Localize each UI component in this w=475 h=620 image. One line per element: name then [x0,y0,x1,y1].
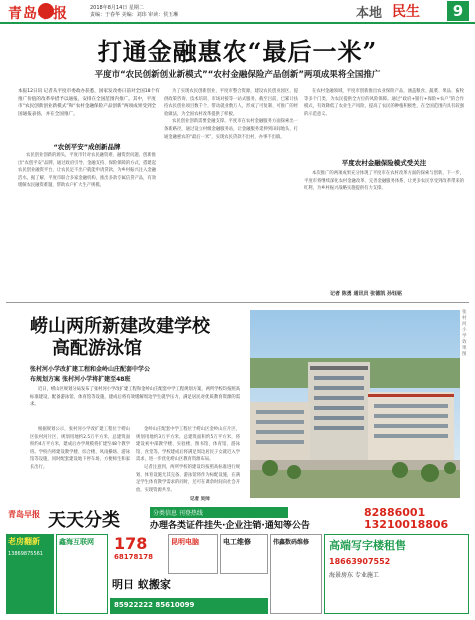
ad-weixin-repair[interactable] [270,534,322,614]
ad-certificate-line: 办理各类证件挂失·企业注销·通知等公告 [150,521,310,531]
article1-headline: 打通金融惠农“最后一米” [97,37,378,66]
ad-moving[interactable] [110,576,268,596]
article2-lead [30,386,240,422]
article1-subhead: 平度市“农民创新创业新模式”“农村金融保险产品创新”两项成果将全国推广 [94,70,381,80]
ad-office-note: 海景房东 专业施工 [329,572,379,579]
ad-178-number: 178 [114,534,148,553]
article1-col1-text: 农民创业创新的源头，平度市针对农民融资难、融资贵问题，创新推出“农创平安”品牌，通过政府引导、金融支持、保险保障的方式，搭建起农民创业融资平台，让农民足不出户就能申请贷款，为乡村振兴注入金融活水。据了解，平度市联合多家金融机构，推出多款专属信贷产品，有效缓解农民融资难题，帮助农户扩大生产规模。 [18,153,156,189]
ad-office-title: 高端写字楼租售 [329,539,406,552]
article1-section-head-1: “农创平安”成创新品牌 [53,143,121,151]
article1-col2-text: 为了实现农民创新创业，平度市整合资源，建设农民创业园区，提供政策咨询、技术培训、市场对接等一站式服务。截至目前，已累计扶持农民创业项目数千个，带动就业数万人，形成了可复制、可推广的经验做法，为全国农村改革提供了样板。 [164,89,298,117]
article2-subhead-line2: 布规划方案 张村河小学将扩建至48班 [30,376,131,383]
article-divider [6,302,469,303]
article2-headline [30,316,210,360]
issue-date: 2018年8月14日 星期二 [90,5,144,11]
article1-col3-text: 农民创业创新需要金融支撑。平度市在农村金融服务方面探索出一条新路径，通过设立村级金融服务站，让金融服务延伸到田间地头，打通金融惠农的“最后一米”，实现农民贷款不出村、办事不出镇。 [164,119,298,140]
ad-certificate-phone2: 13210018806 [364,518,449,531]
article1-section-head-2: 平度农村金融保险模式受关注 [341,159,427,167]
article2-headline-line2: 高配游泳馆 [52,338,142,359]
ad-178[interactable] [110,534,166,574]
article2-lead-text: 近日，崂山区规划分局发布了张村河小学改扩建工程和金岭山庄配套中学工程规划方案，两所学校均按照高标准建设，配备游泳馆、体育馆等设施，建成后将有效缓解周边学生就学压力，满足居民对优质教育资源的需求。 [30,387,240,408]
article2-subhead-line1: 张村河小学改扩建工程和金岭山庄配套中学公 [30,366,151,373]
ad-renovation-title: 老房翻新 [8,537,40,546]
ad-renovation[interactable] [6,534,54,614]
article1-credits: 记者 陈勇 通讯员 张德凯 孙钰铭 [330,291,402,297]
ad-banner-title: 天天分类 [48,510,120,531]
newspaper-logo [6,2,76,22]
article1-column-2 [164,88,298,298]
ad-renovation-phone: 13869875561 [8,551,43,557]
ad-certificate-phone1: 82886001 [364,506,426,519]
article2-column-1 [30,426,130,498]
article1-col5-text: 本次推广的两项成果充分体现了平度市在农村改革方面的探索与创新，下一步，平度市将继续深化农村金融改革，完善金融服务体系，让更多农民享受到改革带来的红利，为乡村振兴战略实施提供有力支撑。 [304,171,464,192]
section-label: 本地 [356,6,383,21]
ad-office-building[interactable] [324,534,469,614]
ad-178-phone: 68178178 [114,553,153,561]
ad-kunming-computer[interactable] [168,534,218,574]
ad-moving-title: 明日 蚁搬家 [112,578,171,591]
article2-column-2 [136,426,240,498]
article2-credits: 记者 吴帅 [190,497,210,502]
ad-office-phone: 18663907552 [329,557,391,566]
page-header [0,0,475,26]
ad-certificate-label: 分类信息 刊登热线 [150,507,288,518]
photo-caption: 张村河小学效果图 [462,310,467,357]
ad-kunming-title: 昆明电脑 [171,538,199,546]
ad-moving-phone: 85922222 85610099 [114,601,195,609]
ad-banner-brand: 青岛早报 [8,510,40,519]
header-rule [0,22,475,24]
article1-lead: 本报12日讯 记者从平度市委政办获悉，国家发改委日前对全国18个有推广价值的改革举措予以通报，安排在全国范围内推广。其中，平度市“农民创新创业新模式”和“农村金融保险产品创新”两项成果受到全国通报表扬，并在全国推广。 [18,89,160,117]
article2-col1-text: 根据规划公示，张村河小学改扩建工程位于崂山区张村河片区，规划用地约2.5万平方米，总建筑面积约4万平方米，建成后办学规模将扩建至48个教学班。学校内将建设教学楼、综合楼、风雨操场、游泳馆等设施，同时配套建设地下停车场，方便师生和家长出行。 [30,427,130,470]
ad-classified-banner[interactable] [6,506,146,532]
logo-text: 青岛早报 [8,6,68,22]
issue-editors: 责编：于春华 美编：刘玮 审读：侯玉琳 [90,12,179,18]
section-tag: 民生 [392,4,420,20]
page-number: 9 [447,1,469,21]
article1-col4-text: 在农村金融领域，平度市创新推出农业保险产品，涵盖粮食、蔬菜、果品、畜牧等多个门类，为农民提供全方位的风险保障。通过“政府+银行+保险+农户”的合作模式，有效降低了农业生产风险，提高了农民的种植积极性，在全国范围内具有较强的示范意义。 [304,89,464,117]
ad-certificate-notice[interactable] [146,506,469,532]
article2-col2-text: 金岭山庄配套中学工程位于崂山区金岭山庄片区，规划用地约3万平方米，总建筑面积约5万平方米，将建设初中部教学楼、实验楼、图书馆、体育馆、游泳馆、食堂等。学校建成后将满足周边居民子女就近入学需求，进一步优化崂山区教育资源布局。 [136,427,240,463]
article1-column-3 [304,88,464,154]
article2-headline-line1: 崂山两所新建改建学校 [30,316,210,337]
classified-ads-section [0,506,475,620]
ad-moving-phone-bar[interactable] [110,598,268,614]
ad-weixin-title: 伟鑫数码维修 [273,539,310,546]
article1-column-4 [304,170,464,286]
ad-electrician-title: 电工维修 [223,538,251,546]
ad-electrician[interactable] [220,534,268,574]
school-rendering-photo [250,310,460,498]
article2-col3-text: 记者注意到，两所学校的建设均按照高标准进行规划，体育设施尤其完备，游泳馆将作为标配设施，在满足学生体育教学需求的同时，还可在课余时间向社会开放，实现资源共享。 [136,464,240,493]
ad-xinhai-title: 鑫海互联网 [59,538,94,546]
article1-column-1 [18,152,156,298]
ad-xinhai-internet[interactable] [56,534,108,614]
